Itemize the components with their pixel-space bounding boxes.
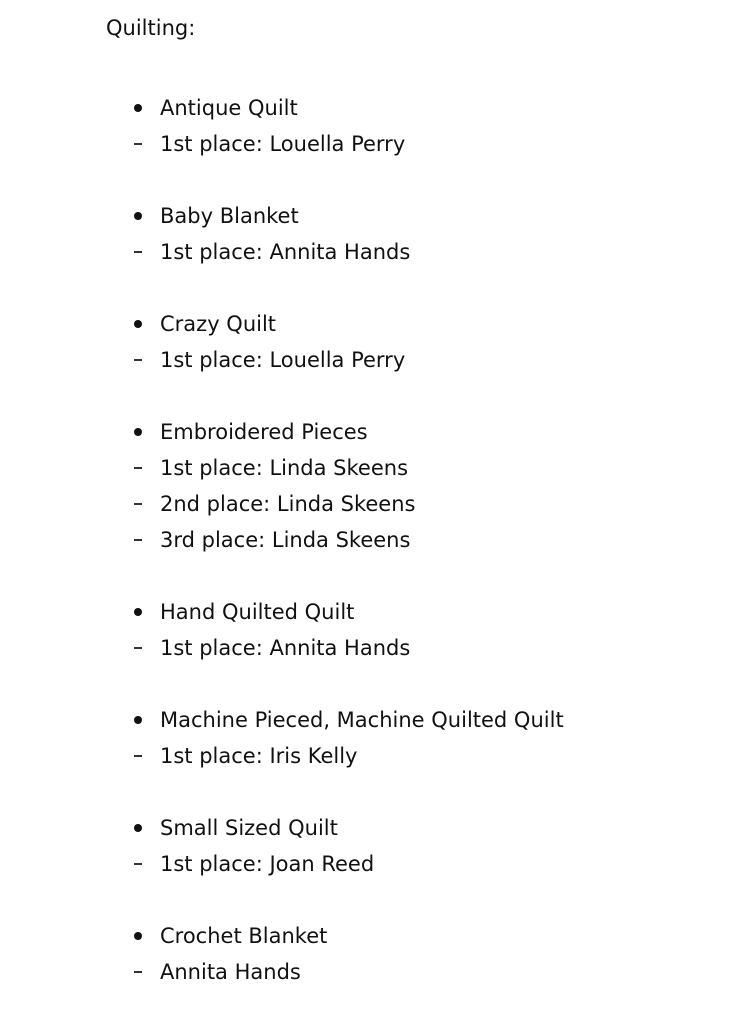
- result-item: [0, 126, 750, 162]
- category-item: [0, 414, 750, 450]
- result-item: [0, 342, 750, 378]
- category-name: Hand Quilted Quilt: [160, 599, 355, 624]
- category-item: [0, 306, 750, 342]
- category-name: Baby Blanket: [160, 203, 299, 228]
- result-text: 2nd place: Linda Skeens: [160, 491, 416, 516]
- dash-icon: [134, 971, 142, 973]
- dash-marker: [131, 251, 155, 253]
- dash-icon: [134, 539, 142, 541]
- category-block: [0, 702, 750, 774]
- category-name: Crochet Blanket: [160, 923, 328, 948]
- category-item: [0, 702, 750, 738]
- result-item: [0, 522, 750, 558]
- category-item: [0, 594, 750, 630]
- bullet-marker: [131, 608, 155, 616]
- bullet-icon: [134, 104, 142, 112]
- category-block: [0, 198, 750, 270]
- result-text: 1st place: Joan Reed: [160, 851, 375, 876]
- section-heading: Quilting:: [106, 16, 196, 40]
- result-text: 1st place: Louella Perry: [160, 131, 406, 156]
- bullet-icon: [134, 320, 142, 328]
- dash-marker: [131, 539, 155, 541]
- dash-marker: [131, 503, 155, 505]
- dash-marker: [131, 863, 155, 865]
- category-name: Antique Quilt: [160, 95, 298, 120]
- dash-marker: [131, 647, 155, 649]
- dash-marker: [131, 755, 155, 757]
- category-name: Machine Pieced, Machine Quilted Quilt: [160, 707, 564, 732]
- dash-marker: [131, 467, 155, 469]
- dash-icon: [134, 467, 142, 469]
- dash-icon: [134, 647, 142, 649]
- category-item: [0, 918, 750, 954]
- result-text: 1st place: Linda Skeens: [160, 455, 409, 480]
- result-item: [0, 450, 750, 486]
- bullet-marker: [131, 716, 155, 724]
- result-item: [0, 486, 750, 522]
- dash-icon: [134, 359, 142, 361]
- category-block: [0, 306, 750, 378]
- bullet-marker: [131, 104, 155, 112]
- dash-icon: [134, 755, 142, 757]
- category-item: [0, 810, 750, 846]
- bullet-icon: [134, 608, 142, 616]
- category-item: [0, 90, 750, 126]
- category-block: [0, 594, 750, 666]
- category-block: [0, 810, 750, 882]
- bullet-icon: [134, 824, 142, 832]
- result-text: 1st place: Annita Hands: [160, 239, 411, 264]
- bullet-icon: [134, 932, 142, 940]
- bullet-marker: [131, 212, 155, 220]
- dash-icon: [134, 503, 142, 505]
- category-block: [0, 414, 750, 558]
- dash-marker: [131, 359, 155, 361]
- bullet-icon: [134, 212, 142, 220]
- result-item: [0, 630, 750, 666]
- category-block: [0, 90, 750, 162]
- category-item: [0, 198, 750, 234]
- result-text: 3rd place: Linda Skeens: [160, 527, 411, 552]
- bullet-marker: [131, 320, 155, 328]
- category-name: Small Sized Quilt: [160, 815, 338, 840]
- dash-icon: [134, 863, 142, 865]
- dash-icon: [134, 251, 142, 253]
- dash-marker: [131, 971, 155, 973]
- result-item: [0, 954, 750, 990]
- result-item: [0, 234, 750, 270]
- bullet-icon: [134, 428, 142, 436]
- dash-icon: [134, 143, 142, 145]
- dash-marker: [131, 143, 155, 145]
- result-text: 1st place: Louella Perry: [160, 347, 406, 372]
- bullet-marker: [131, 932, 155, 940]
- result-text: 1st place: Iris Kelly: [160, 743, 358, 768]
- result-item: [0, 738, 750, 774]
- bullet-marker: [131, 824, 155, 832]
- result-text: 1st place: Annita Hands: [160, 635, 411, 660]
- category-name: Embroidered Pieces: [160, 419, 368, 444]
- result-item: [0, 846, 750, 882]
- category-name: Crazy Quilt: [160, 311, 277, 336]
- category-list: [0, 90, 750, 1026]
- category-block: [0, 918, 750, 990]
- bullet-icon: [134, 716, 142, 724]
- result-text: Annita Hands: [160, 959, 301, 984]
- bullet-marker: [131, 428, 155, 436]
